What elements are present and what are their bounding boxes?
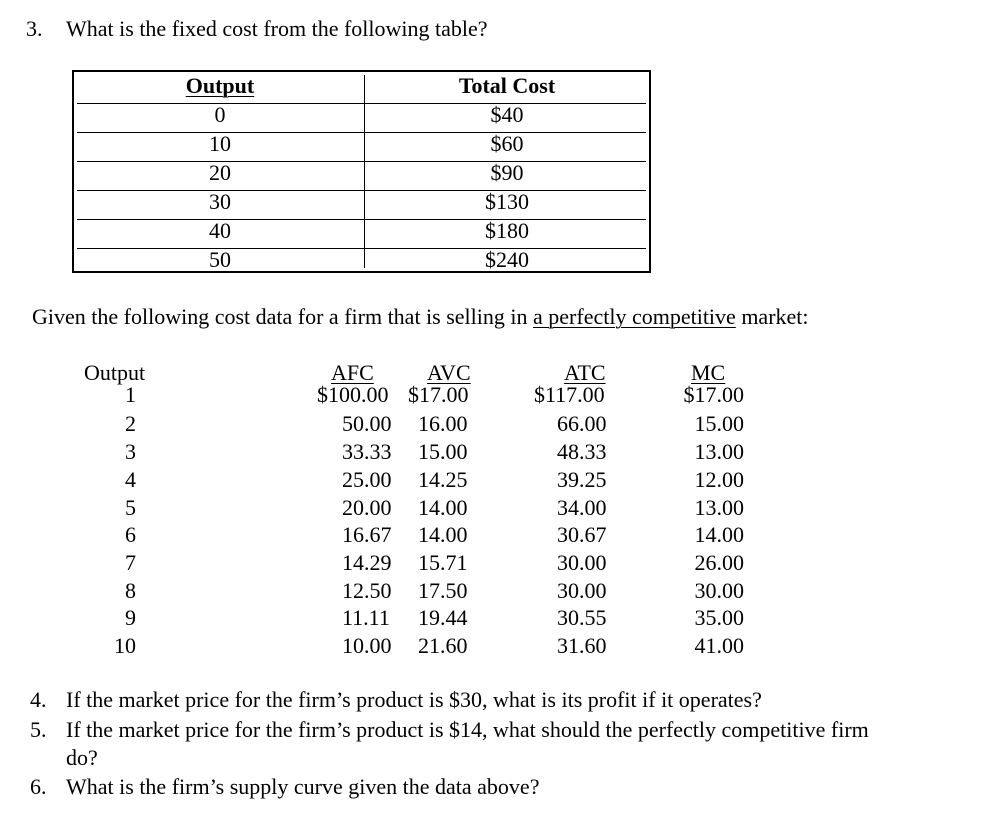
mc-cell: 12.00: [694, 467, 744, 492]
question-3-number: 3.: [26, 16, 43, 41]
total-cost-cell: $90: [490, 160, 524, 185]
output-cell: 7: [125, 550, 136, 575]
afc-cell: 50.00: [342, 411, 392, 436]
given-prefix: Given the following cost data for a firm that is selling in: [32, 304, 534, 329]
table-row: [0, 413, 1002, 441]
afc-cell: 25.00: [342, 467, 392, 492]
afc-cell: $100.00: [317, 382, 389, 407]
afc-cell: 11.11: [342, 605, 390, 630]
table-row: [77, 220, 646, 249]
cost-output-header: Output: [84, 360, 146, 385]
total-cost-table: [72, 70, 651, 273]
output-cell: 30: [209, 189, 231, 214]
mc-cell: 15.00: [694, 411, 744, 436]
avc-cell: 14.25: [418, 467, 468, 492]
mc-cell: 41.00: [694, 633, 744, 658]
total-cost-cell: $180: [485, 218, 529, 243]
atc-cell: 66.00: [557, 411, 607, 436]
question-6-text: What is the firm’s supply curve given the data above?: [66, 774, 540, 799]
table-row: [77, 162, 646, 191]
given-underlined: a perfectly competitive: [533, 304, 736, 329]
table-row: [0, 384, 1002, 412]
table-row: [0, 635, 1002, 663]
question-4-number: 4.: [30, 687, 47, 712]
atc-cell: 30.55: [557, 605, 607, 630]
table-row: [77, 104, 646, 133]
question-6-number: 6.: [30, 774, 47, 799]
mc-cell: 13.00: [694, 495, 744, 520]
avc-cell: 14.00: [418, 522, 468, 547]
output-cell: 10: [114, 633, 136, 658]
afc-cell: 12.50: [342, 578, 392, 603]
table-row: [0, 552, 1002, 580]
avc-header: AVC: [427, 360, 471, 385]
atc-cell: 48.33: [557, 439, 607, 464]
output-cell: 0: [214, 102, 226, 127]
given-statement: [32, 306, 809, 328]
mc-cell: 14.00: [694, 522, 744, 547]
atc-header: ATC: [564, 360, 606, 385]
output-cell: 8: [125, 578, 136, 603]
mc-cell: 35.00: [694, 605, 744, 630]
avc-cell: 16.00: [418, 411, 468, 436]
atc-cell: 39.25: [557, 467, 607, 492]
mc-cell: $17.00: [683, 382, 744, 407]
question-5-text-line-2: do?: [66, 745, 98, 770]
atc-cell: 30.67: [557, 522, 607, 547]
table-row: [0, 580, 1002, 608]
output-cell: 9: [125, 605, 136, 630]
output-cell: 1: [125, 382, 136, 407]
total-cost-cell: $130: [485, 189, 529, 214]
atc-cell: 30.00: [557, 578, 607, 603]
total-cost-cell: $240: [485, 247, 529, 272]
output-cell: 2: [125, 411, 136, 436]
afc-cell: 14.29: [342, 550, 392, 575]
avc-cell: 17.50: [418, 578, 468, 603]
total-cost-header: Total Cost: [458, 73, 556, 98]
table-row: [77, 191, 646, 220]
output-cell: 10: [209, 131, 231, 156]
atc-cell: 30.00: [557, 550, 607, 575]
table-row: [77, 249, 646, 277]
avc-cell: 14.00: [418, 495, 468, 520]
afc-cell: 33.33: [342, 439, 392, 464]
mc-cell: 13.00: [694, 439, 744, 464]
afc-cell: 20.00: [342, 495, 392, 520]
afc-header: AFC: [331, 360, 374, 385]
table-row: [0, 524, 1002, 552]
output-cell: 20: [209, 160, 231, 185]
total-cost-table-inner: [77, 73, 646, 272]
question-4-text: If the market price for the firm’s product is $30, what is its profit if it operates?: [66, 687, 762, 712]
output-cell: 50: [209, 247, 231, 272]
avc-cell: $17.00: [408, 382, 469, 407]
total-cost-cell: $60: [490, 131, 524, 156]
question-3-text: What is the fixed cost from the following table?: [66, 16, 488, 41]
table-row: [0, 607, 1002, 635]
total-cost-header-row: [77, 75, 646, 104]
avc-cell: 15.00: [418, 439, 468, 464]
table-row: [77, 133, 646, 162]
avc-cell: 15.71: [418, 550, 468, 575]
question-5-text-line-1: If the market price for the firm’s product is $14, what should the perfectly competitive firm: [66, 717, 869, 742]
atc-cell: $117.00: [534, 382, 605, 407]
mc-cell: 26.00: [694, 550, 744, 575]
output-header-label: Output: [185, 73, 255, 98]
table-row: [0, 497, 1002, 525]
table-row: [0, 441, 1002, 469]
atc-cell: 31.60: [557, 633, 607, 658]
output-cell: 4: [125, 467, 136, 492]
mc-cell: 30.00: [694, 578, 744, 603]
output-cell: 3: [125, 439, 136, 464]
mc-header: MC: [691, 360, 726, 385]
atc-cell: 34.00: [557, 495, 607, 520]
table-row: [0, 469, 1002, 497]
output-cell: 40: [209, 218, 231, 243]
question-5-number: 5.: [30, 717, 47, 742]
output-cell: 6: [125, 522, 136, 547]
avc-cell: 19.44: [418, 605, 468, 630]
total-cost-cell: $40: [490, 102, 524, 127]
avc-cell: 21.60: [418, 633, 468, 658]
afc-cell: 10.00: [342, 633, 392, 658]
output-cell: 5: [125, 495, 136, 520]
given-suffix: market:: [735, 304, 809, 329]
output-header: [77, 75, 363, 97]
afc-cell: 16.67: [342, 522, 392, 547]
